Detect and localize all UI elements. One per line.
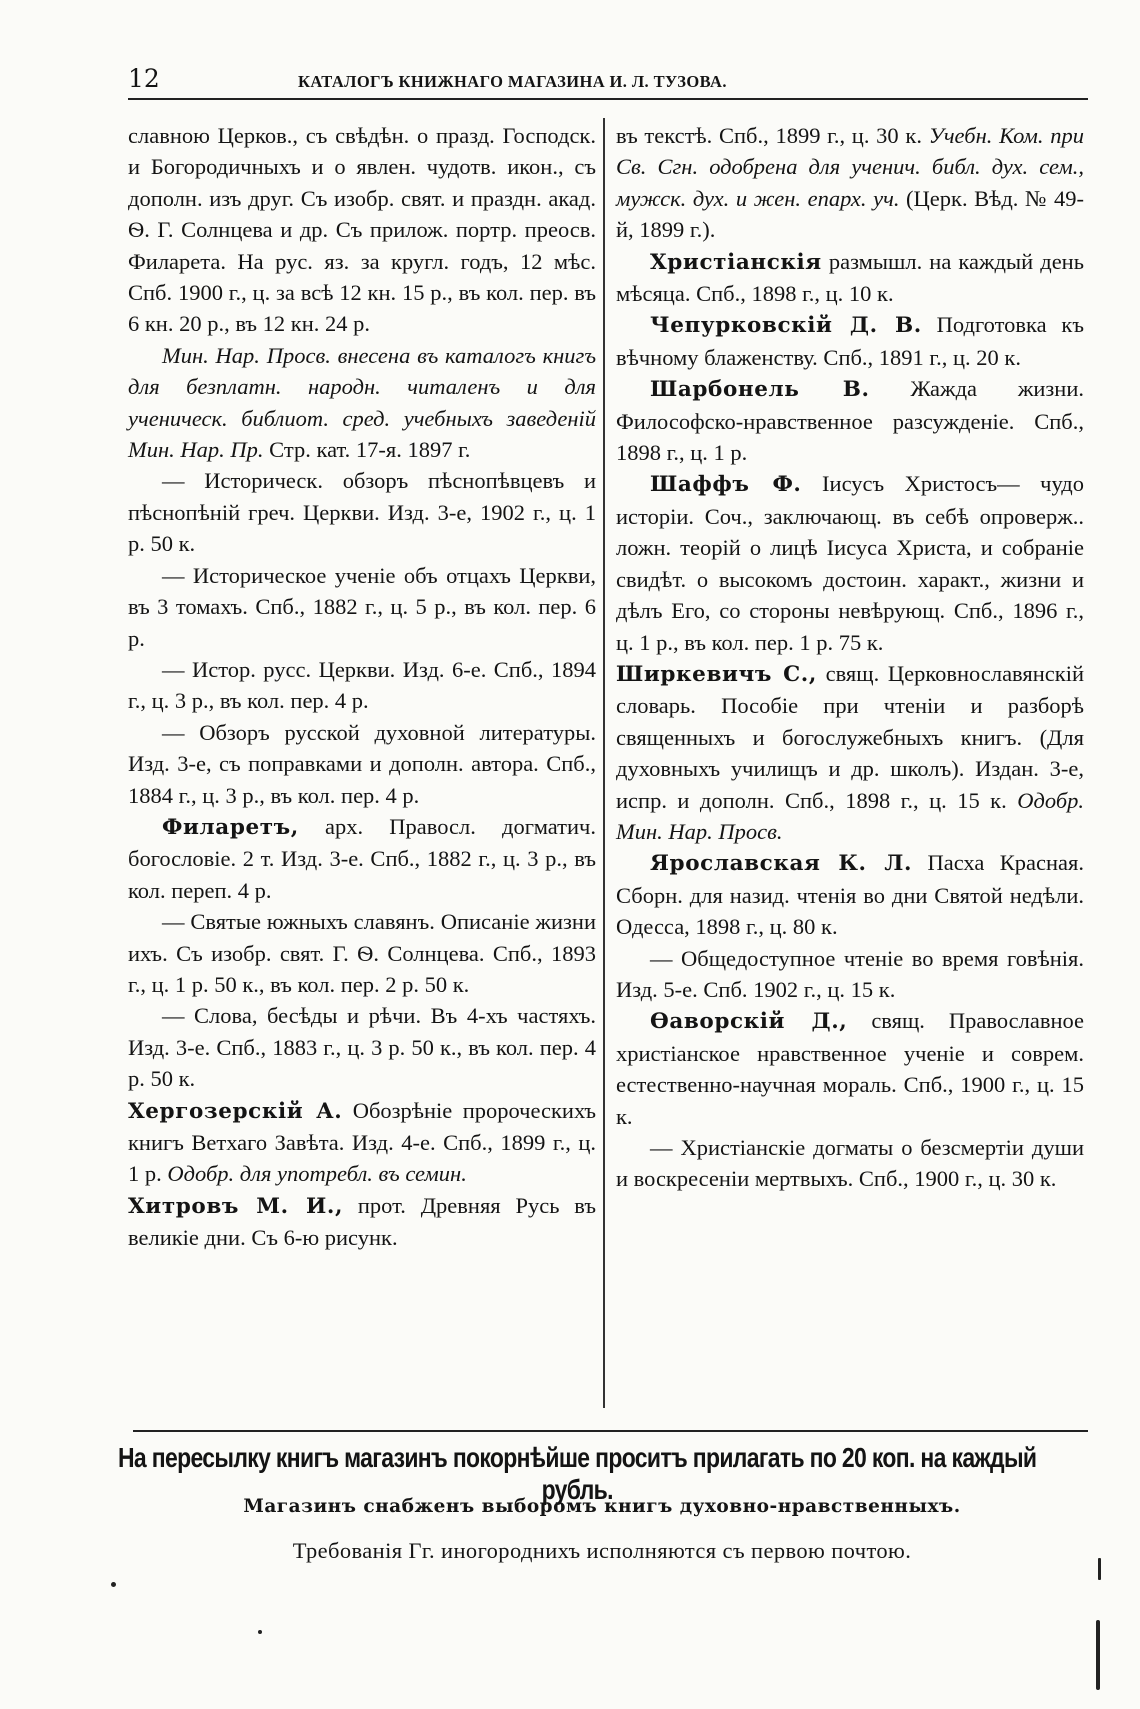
author-name: Ширкевичъ С., [616,661,817,687]
column-divider [603,118,605,1408]
left-column [128,120,596,1254]
catalog-entry: — Историческое ученіе объ отцахъ Церкви, въ 3 томахъ. Спб., 1882 г., ц. 5 р., въ кол. пер. 6 р. [128,562,596,651]
scan-speck [111,1582,116,1587]
author-name: Шарбонель В. [650,377,870,403]
catalog-entry: въ текстѣ. Спб., 1899 г., ц. 30 к. Учебн. Ком. при Св. Сгн. одобрена для ученич. библ. дух. сем., мужск. дух. и жен. епарх. уч. (Церк. Вѣд. № 49-й, 1899 г.). [616,123,1084,243]
catalog-entry: Ярославская К. Л. Пасха Красная. Сборн. для назид. чтенія во дни Святой недѣли. Одесса, 1898 г., ц. 80 к. [616,850,1084,940]
shipping-notice: На пересылку книгъ магазинъ покорнѣйше проситъ прилагать по 20 коп. на каждый рубль. [118,1442,1037,1505]
author-name: Христіанскія [650,249,822,275]
catalog-entry: — Святые южныхъ славянъ. Описаніе жизни ихъ. Съ изобр. свят. Г. Ѳ. Солнцева. Спб., 1893 г., ц. 1 р. 50 к., въ кол. пер. 2 р. 50 к. [128,909,596,997]
catalog-entry: — Историческ. обзоръ пѣснопѣвцевъ и пѣснопѣній греч. Церкви. Изд. 3-е, 1902 г., ц. 1 р. 50 к. [128,468,596,557]
page-header [128,62,1088,100]
catalog-entry: Шарбонель В. Жажда жизни. Философско-нравственное разсужденіе. Спб., 1898 г., ц. 1 р. [616,376,1085,466]
right-column [616,120,1084,1195]
footer-rule [133,1430,1088,1432]
catalog-entry: славною Церков., съ свѣдѣн. о празд. Господск. и Богородичныхъ и о явлен. чудотв. икон., съ дополн. изъ друг. Съ изобр. свят. и праздн. акад. Ѳ. Г. Солнцева и др. Съ прилож. портр. преосв. Филарета. На рус. яз. за кругл. годъ, 12 мѣс. Спб. 1900 г., ц. за всѣ 12 кн. 15 р., въ кол. пер. въ 6 кн. 20 р., въ 12 кн. 24 р. [128,123,596,337]
catalog-entry: — Истор. русс. Церкви. Изд. 6-е. Спб., 1894 г., ц. 3 р., въ кол. пер. 4 р. [128,656,596,714]
catalog-entry: Ширкевичъ С., свящ. Церковнославянскій словарь. Пособіе при чтеніи и разборѣ священныхъ и богослужебныхъ книгъ. (Для духовныхъ училищъ и др. школъ). Издан. 3-е, испр. и дополн. Спб., 1898 г., ц. 15 к. Одобр. Мин. Нар. Просв. [616,660,1085,844]
catalog-entry: Чепурковскій Д. В. Подготовка къ вѣчному блаженству. Спб., 1891 г., ц. 20 к. [616,312,1084,370]
scan-speck [1096,1620,1100,1690]
catalog-entry: Христіанскія размышл. на каждый день мѣсяца. Спб., 1898 г., ц. 10 к. [616,248,1084,307]
author-name: Ярославская К. Л. [650,851,913,877]
author-name: Чепурковскій Д. В. [650,313,922,339]
catalog-entry: Хитровъ М. И., прот. Древняя Русь въ великіе дни. Съ 6-ю рисунк. [128,1192,596,1251]
author-name: Хитровъ М. И., [128,1193,344,1219]
catalog-entry: — Христіанскіе догматы о безсмертіи души и воскресеніи мертвыхъ. Спб., 1900 г., ц. 30 к. [616,1135,1084,1192]
assortment-notice: Магазинъ снабженъ выборомъ книгъ духовно-нравственныхъ. [243,1496,961,1517]
catalog-entry: Филаретъ, арх. Правосл. догматич. богословіе. 2 т. Изд. 3-е. Спб., 1882 г., ц. 3 р., въ кол. переп. 4 р. [128,813,596,903]
page-number: 12 [128,64,160,93]
author-name: Ѳаворскій Д., [650,1009,848,1035]
catalog-entry: Хергозерскій А. Обозрѣніе пророческихъ книгъ Ветхаго Завѣта. Изд. 4-е. Спб., 1899 г., ц. 1 р. Одобр. для употребл. въ семин. [128,1097,596,1187]
catalog-entry: Ѳаворскій Д., свящ. Православное христіанское нравственное ученіе и соврем. естественно-научная мораль. Спб., 1900 г., ц. 15 к. [616,1008,1085,1129]
catalog-entry: Шаффъ Ф. Іисусъ Христосъ— чудо исторіи. Соч., заключающ. въ себѣ опроверж.. ложн. теорій о лицѣ Іисуса Христа, и собраніе свидѣт. о высокомъ достоин. характ., жизни и дѣлъ Его, со стороны невѣрующ. Спб., 1896 г., ц. 1 р., въ кол. пер. 1 р. 75 к. [616,471,1085,655]
catalog-entry: Мин. Нар. Просв. внесена въ каталогъ книгъ для безплатн. народн. читаленъ и для ученическ. библиот. сред. учебныхъ заведеній Мин. Нар. Пр. Стр. кат. 17-я. 1897 г. [128,342,596,463]
orders-notice: Требованія Гг. иногороднихъ исполняются съ первою почтою. [292,1538,912,1563]
catalog-entry: — Слова, бесѣды и рѣчи. Въ 4-хъ частяхъ. Изд. 3-е. Спб., 1883 г., ц. 3 р. 50 к., въ кол. пер. 4 р. 50 к. [128,1003,596,1092]
author-name: Филаретъ, [162,814,299,840]
running-title: КАТАЛОГЪ КНИЖНАГО МАГАЗИНА И. Л. ТУЗОВА. [298,72,727,91]
author-name: Шаффъ Ф. [650,472,802,498]
scan-speck [258,1630,262,1634]
catalog-entry: — Обзоръ русской духовной литературы. Изд. 3-е, съ поправками и дополн. автора. Спб., 1884 г., ц. 3 р., въ кол. пер. 4 р. [128,719,596,808]
scan-speck [1098,1558,1101,1580]
catalog-entry: — Общедоступное чтеніе во время говѣнія. Изд. 5-е. Спб. 1902 г., ц. 15 к. [616,945,1084,1002]
author-name: Хергозерскій А. [128,1098,343,1124]
